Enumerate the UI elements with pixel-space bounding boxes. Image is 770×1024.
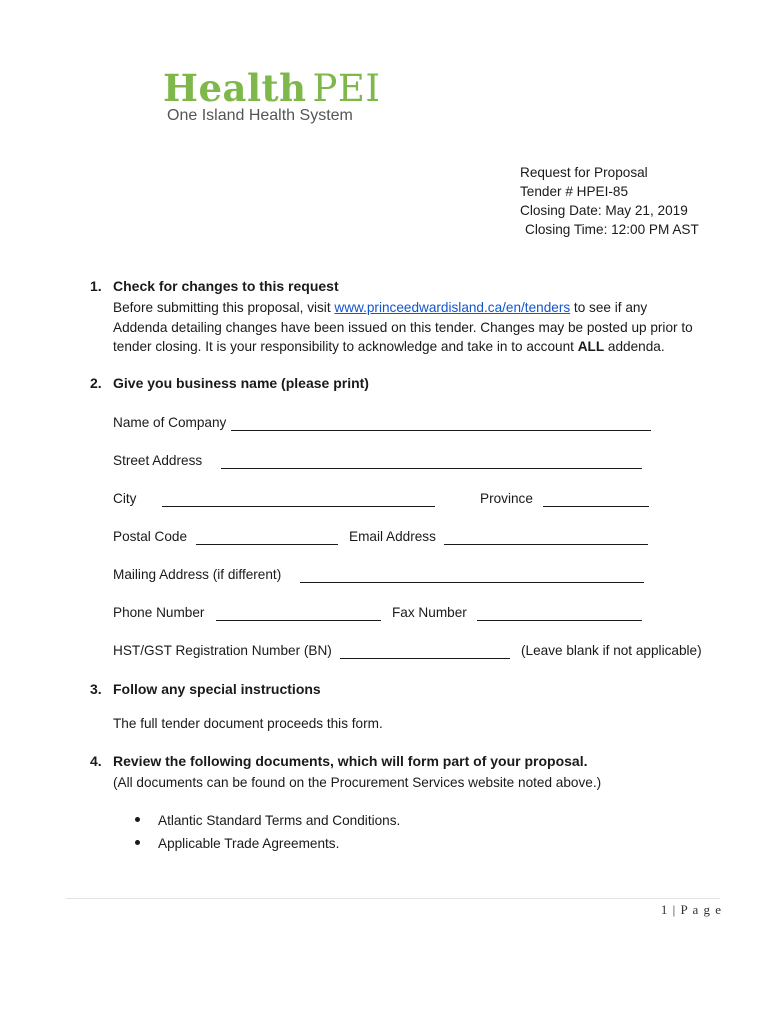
health-pei-logo <box>163 66 381 110</box>
all-emphasis: ALL <box>577 339 605 354</box>
header-line-4: Closing Time: 12:00 PM AST <box>525 222 699 237</box>
section-1-text: Before submitting this proposal, visit <box>113 300 335 315</box>
page-number: 1 | P a g e <box>660 902 722 917</box>
bullet-icon <box>135 817 140 822</box>
list-item <box>135 836 339 851</box>
hst-gst-label: HST/GST Registration Number (BN) <box>113 643 332 658</box>
list-item-text: Atlantic Standard Terms and Conditions. <box>158 813 401 828</box>
phone-number-field[interactable] <box>216 620 381 621</box>
section-1-title: Check for changes to this request <box>113 278 339 294</box>
section-1-text-after: to see if any <box>570 300 648 315</box>
section-1-line-3-end: addenda. <box>604 339 665 354</box>
hst-gst-field[interactable] <box>340 658 510 659</box>
fax-number-field[interactable] <box>477 620 642 621</box>
postal-code-label: Postal Code <box>113 529 188 544</box>
section-3-title: Follow any special instructions <box>113 681 321 697</box>
tender-header <box>520 163 699 239</box>
mailing-address-field[interactable] <box>300 582 644 583</box>
city-field[interactable] <box>162 506 435 507</box>
section-4-subtitle: (All documents can be found on the Procurement Services website noted above.) <box>113 775 602 790</box>
province-field[interactable] <box>543 506 649 507</box>
email-address-label: Email Address <box>349 529 436 544</box>
section-1-line-2: Addenda detailing changes have been issued on this tender. Changes may be posted up prior to <box>113 320 693 335</box>
list-item-text: Applicable Trade Agreements. <box>158 836 340 851</box>
section-3-number: 3. <box>90 681 102 697</box>
city-label: City <box>113 491 137 506</box>
section-1-line-3 <box>113 337 665 357</box>
section-1-line-3-text: tender closing. It is your responsibility to acknowledge and take in to account <box>113 339 578 354</box>
list-item <box>135 813 400 828</box>
street-address-label: Street Address <box>113 453 203 468</box>
phone-number-label: Phone Number <box>113 605 205 620</box>
header-line-3: Closing Date: May 21, 2019 <box>520 203 688 218</box>
logo-main-text: Health <box>163 66 307 110</box>
section-2-title: Give you business name (please print) <box>113 375 369 391</box>
section-3-text: The full tender document proceeds this form. <box>113 716 383 731</box>
section-2-number: 2. <box>90 375 102 391</box>
footer-divider <box>66 898 720 899</box>
section-4-number: 4. <box>90 753 102 769</box>
company-name-field[interactable] <box>231 430 651 431</box>
header-line-1: Request for Proposal <box>520 165 648 180</box>
section-4-title: Review the following documents, which will form part of your proposal. <box>113 753 588 769</box>
province-label: Province <box>480 491 533 506</box>
fax-number-label: Fax Number <box>392 605 467 620</box>
hst-gst-note: (Leave blank if not applicable) <box>521 643 702 658</box>
section-1-number: 1. <box>90 278 102 294</box>
bullet-icon <box>135 840 140 845</box>
tenders-link[interactable]: www.princeedwardisland.ca/en/tenders <box>334 300 571 315</box>
section-1-line-1 <box>113 298 647 318</box>
street-address-field[interactable] <box>221 468 642 469</box>
mailing-address-label: Mailing Address (if different) <box>113 567 282 582</box>
email-address-field[interactable] <box>444 544 648 545</box>
header-line-2: Tender # HPEI-85 <box>520 184 629 199</box>
logo-tagline: One Island Health System <box>167 107 353 124</box>
company-name-label: Name of Company <box>113 415 227 430</box>
postal-code-field[interactable] <box>196 544 338 545</box>
logo-accent-text: PEI <box>312 67 381 110</box>
